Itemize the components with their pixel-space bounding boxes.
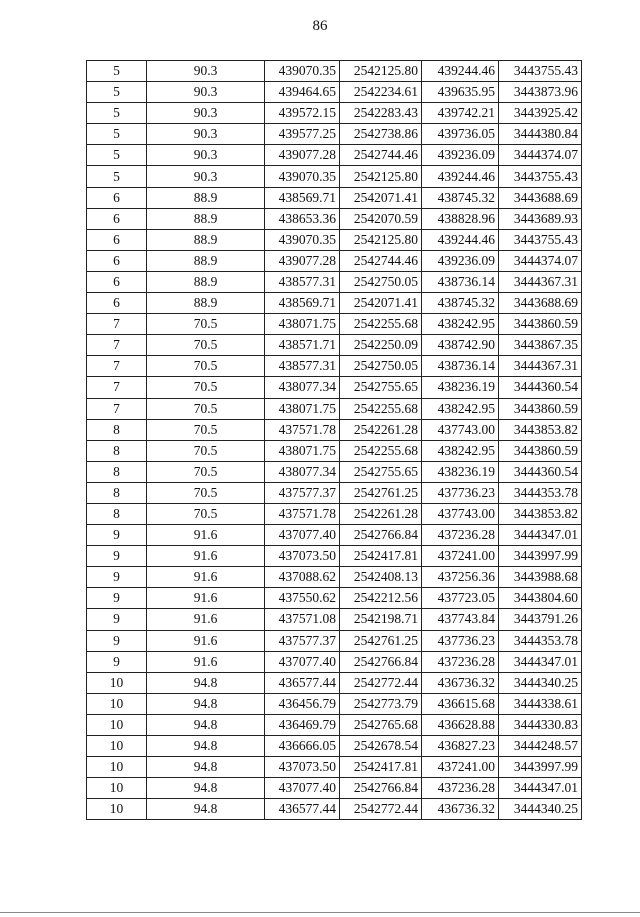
table-row <box>87 630 582 651</box>
table-cell-x2: 438242.95 <box>422 314 499 335</box>
table-cell-number: 9 <box>87 567 147 588</box>
table-cell-x1: 439577.25 <box>265 124 340 145</box>
table-cell-x2: 438236.19 <box>422 461 499 482</box>
table-cell-y2: 3444340.25 <box>499 799 582 820</box>
table-cell-value: 88.9 <box>147 293 265 314</box>
table-cell-value: 94.8 <box>147 736 265 757</box>
table-row <box>87 166 582 187</box>
table-row <box>87 103 582 124</box>
table-cell-x2: 437736.23 <box>422 630 499 651</box>
table-cell-number: 10 <box>87 693 147 714</box>
table-cell-x1: 436456.79 <box>265 693 340 714</box>
table-row <box>87 609 582 630</box>
table-row <box>87 461 582 482</box>
table-cell-x1: 439070.35 <box>265 166 340 187</box>
table-cell-x1: 439077.28 <box>265 250 340 271</box>
table-cell-value: 91.6 <box>147 588 265 609</box>
table-cell-number: 7 <box>87 398 147 419</box>
table-cell-y1: 2542125.80 <box>340 166 422 187</box>
table-cell-x2: 437236.28 <box>422 651 499 672</box>
table-cell-value: 88.9 <box>147 271 265 292</box>
table-cell-value: 70.5 <box>147 482 265 503</box>
table-cell-y1: 2542071.41 <box>340 293 422 314</box>
table-cell-y1: 2542417.81 <box>340 757 422 778</box>
table-cell-y1: 2542125.80 <box>340 229 422 250</box>
table-cell-value: 70.5 <box>147 398 265 419</box>
table-cell-x1: 438569.71 <box>265 187 340 208</box>
table-cell-number: 10 <box>87 736 147 757</box>
table-row <box>87 124 582 145</box>
table-cell-x2: 438736.14 <box>422 356 499 377</box>
table-cell-x1: 438077.34 <box>265 377 340 398</box>
table-row <box>87 672 582 693</box>
table-cell-x1: 436666.05 <box>265 736 340 757</box>
table-cell-y1: 2542750.05 <box>340 356 422 377</box>
table-cell-y2: 3444353.78 <box>499 482 582 503</box>
table-cell-x1: 437550.62 <box>265 588 340 609</box>
table-cell-number: 10 <box>87 714 147 735</box>
table-cell-x2: 438745.32 <box>422 187 499 208</box>
table-cell-number: 8 <box>87 461 147 482</box>
table-cell-y2: 3444367.31 <box>499 356 582 377</box>
table-row <box>87 335 582 356</box>
table-cell-y2: 3443755.43 <box>499 229 582 250</box>
table-row <box>87 736 582 757</box>
table-cell-x1: 439077.28 <box>265 145 340 166</box>
table-cell-value: 91.6 <box>147 546 265 567</box>
table-cell-x1: 438077.34 <box>265 461 340 482</box>
table-row <box>87 356 582 377</box>
table-cell-y2: 3443873.96 <box>499 82 582 103</box>
table-cell-y2: 3444347.01 <box>499 525 582 546</box>
table-cell-y2: 3444360.54 <box>499 377 582 398</box>
table-row <box>87 757 582 778</box>
table-cell-x2: 439236.09 <box>422 250 499 271</box>
table-row <box>87 778 582 799</box>
table-cell-y1: 2542761.25 <box>340 482 422 503</box>
table-cell-y1: 2542678.54 <box>340 736 422 757</box>
table-cell-value: 91.6 <box>147 651 265 672</box>
table-cell-x2: 437241.00 <box>422 546 499 567</box>
page-number: 86 <box>312 18 328 34</box>
table-row <box>87 398 582 419</box>
table-cell-value: 70.5 <box>147 419 265 440</box>
table-cell-y2: 3444248.57 <box>499 736 582 757</box>
table-cell-x2: 438242.95 <box>422 398 499 419</box>
table-cell-x1: 437088.62 <box>265 567 340 588</box>
table-cell-x2: 439736.05 <box>422 124 499 145</box>
table-cell-value: 94.8 <box>147 799 265 820</box>
table-cell-x1: 437077.40 <box>265 778 340 799</box>
table-cell-number: 5 <box>87 82 147 103</box>
table-cell-y1: 2542761.25 <box>340 630 422 651</box>
table-cell-number: 5 <box>87 145 147 166</box>
table-cell-number: 6 <box>87 187 147 208</box>
table-cell-x2: 437743.00 <box>422 419 499 440</box>
table-cell-x1: 438071.75 <box>265 398 340 419</box>
table-cell-y1: 2542234.61 <box>340 82 422 103</box>
table-row <box>87 503 582 524</box>
table-cell-y2: 3444330.83 <box>499 714 582 735</box>
table-cell-y1: 2542261.28 <box>340 503 422 524</box>
table-cell-x2: 437723.05 <box>422 588 499 609</box>
table-row <box>87 208 582 229</box>
table-cell-y1: 2542750.05 <box>340 271 422 292</box>
table-cell-y2: 3443925.42 <box>499 103 582 124</box>
table-cell-x1: 439070.35 <box>265 229 340 250</box>
table-cell-number: 6 <box>87 250 147 271</box>
table-cell-x2: 436615.68 <box>422 693 499 714</box>
table-row <box>87 567 582 588</box>
table-cell-y2: 3443860.59 <box>499 314 582 335</box>
table-cell-value: 70.5 <box>147 356 265 377</box>
table-cell-x2: 439236.09 <box>422 145 499 166</box>
table-cell-y1: 2542212.56 <box>340 588 422 609</box>
table-cell-x1: 436469.79 <box>265 714 340 735</box>
table-cell-x2: 438828.96 <box>422 208 499 229</box>
table-row <box>87 145 582 166</box>
table-cell-number: 7 <box>87 314 147 335</box>
table-row <box>87 525 582 546</box>
table-cell-y1: 2542071.41 <box>340 187 422 208</box>
table-cell-x2: 439244.46 <box>422 229 499 250</box>
table-cell-x1: 438653.36 <box>265 208 340 229</box>
table-cell-value: 94.8 <box>147 693 265 714</box>
table-cell-y2: 3444340.25 <box>499 672 582 693</box>
table-row <box>87 314 582 335</box>
table-cell-y1: 2542417.81 <box>340 546 422 567</box>
table-cell-number: 9 <box>87 651 147 672</box>
table-cell-x1: 437571.08 <box>265 609 340 630</box>
table-cell-y2: 3444374.07 <box>499 250 582 271</box>
table-cell-y2: 3444338.61 <box>499 693 582 714</box>
table-cell-y1: 2542744.46 <box>340 250 422 271</box>
table-cell-y2: 3444347.01 <box>499 651 582 672</box>
table-cell-x2: 437236.28 <box>422 778 499 799</box>
table-cell-y2: 3443997.99 <box>499 757 582 778</box>
table-cell-y2: 3443997.99 <box>499 546 582 567</box>
table-cell-number: 7 <box>87 356 147 377</box>
table-cell-number: 10 <box>87 778 147 799</box>
table-cell-x1: 437577.37 <box>265 482 340 503</box>
table-row <box>87 419 582 440</box>
table-row <box>87 440 582 461</box>
table-cell-x1: 438071.75 <box>265 440 340 461</box>
table-cell-x2: 439244.46 <box>422 166 499 187</box>
table-cell-y2: 3444360.54 <box>499 461 582 482</box>
table-cell-y1: 2542250.09 <box>340 335 422 356</box>
table-cell-y1: 2542772.44 <box>340 672 422 693</box>
table-cell-number: 6 <box>87 293 147 314</box>
coordinates-table <box>86 60 582 820</box>
table-cell-x1: 436577.44 <box>265 799 340 820</box>
table-cell-number: 5 <box>87 61 147 82</box>
table-cell-x1: 437577.37 <box>265 630 340 651</box>
table-cell-x1: 439572.15 <box>265 103 340 124</box>
table-cell-x1: 438577.31 <box>265 356 340 377</box>
table-row <box>87 482 582 503</box>
table-cell-value: 90.3 <box>147 82 265 103</box>
table-cell-x1: 438577.31 <box>265 271 340 292</box>
table-cell-number: 9 <box>87 630 147 651</box>
table-cell-y1: 2542766.84 <box>340 778 422 799</box>
table-cell-value: 88.9 <box>147 208 265 229</box>
table-row <box>87 546 582 567</box>
table-cell-value: 70.5 <box>147 314 265 335</box>
table-cell-y1: 2542755.65 <box>340 461 422 482</box>
table-row <box>87 271 582 292</box>
table-cell-x2: 437241.00 <box>422 757 499 778</box>
page-bottom-edge <box>0 912 640 913</box>
table-cell-y2: 3443860.59 <box>499 440 582 461</box>
table-cell-x2: 437743.84 <box>422 609 499 630</box>
table-cell-value: 70.5 <box>147 503 265 524</box>
table-cell-number: 8 <box>87 482 147 503</box>
coordinates-table-body <box>87 61 582 820</box>
table-row <box>87 588 582 609</box>
table-cell-value: 70.5 <box>147 461 265 482</box>
table-cell-number: 5 <box>87 103 147 124</box>
table-cell-value: 91.6 <box>147 525 265 546</box>
table-row <box>87 187 582 208</box>
table-cell-number: 10 <box>87 799 147 820</box>
table-cell-x1: 439464.65 <box>265 82 340 103</box>
table-cell-value: 94.8 <box>147 757 265 778</box>
table-row <box>87 799 582 820</box>
table-cell-y2: 3444353.78 <box>499 630 582 651</box>
table-cell-x2: 438736.14 <box>422 271 499 292</box>
table-cell-x2: 439742.21 <box>422 103 499 124</box>
table-cell-value: 91.6 <box>147 567 265 588</box>
table-cell-y2: 3444347.01 <box>499 778 582 799</box>
table-cell-value: 90.3 <box>147 103 265 124</box>
table-cell-number: 9 <box>87 588 147 609</box>
table-cell-x1: 439070.35 <box>265 61 340 82</box>
table-cell-y1: 2542198.71 <box>340 609 422 630</box>
table-cell-x2: 437736.23 <box>422 482 499 503</box>
table-cell-y2: 3444374.07 <box>499 145 582 166</box>
table-cell-x1: 437077.40 <box>265 525 340 546</box>
table-cell-x1: 437073.50 <box>265 546 340 567</box>
table-cell-y1: 2542070.59 <box>340 208 422 229</box>
table-row <box>87 82 582 103</box>
table-cell-y1: 2542755.65 <box>340 377 422 398</box>
table-cell-y1: 2542738.86 <box>340 124 422 145</box>
table-cell-y2: 3443867.35 <box>499 335 582 356</box>
table-cell-y2: 3443689.93 <box>499 208 582 229</box>
table-cell-number: 6 <box>87 229 147 250</box>
table-cell-number: 6 <box>87 208 147 229</box>
table-cell-x2: 437743.00 <box>422 503 499 524</box>
table-cell-value: 91.6 <box>147 609 265 630</box>
table-cell-value: 90.3 <box>147 61 265 82</box>
table-cell-y2: 3444367.31 <box>499 271 582 292</box>
table-cell-number: 8 <box>87 440 147 461</box>
table-cell-x2: 438236.19 <box>422 377 499 398</box>
table-cell-x2: 437256.36 <box>422 567 499 588</box>
table-cell-y2: 3443853.82 <box>499 503 582 524</box>
table-cell-y1: 2542766.84 <box>340 651 422 672</box>
table-cell-y1: 2542765.68 <box>340 714 422 735</box>
table-cell-y2: 3443988.68 <box>499 567 582 588</box>
table-cell-value: 88.9 <box>147 250 265 271</box>
table-cell-value: 90.3 <box>147 166 265 187</box>
table-cell-value: 90.3 <box>147 124 265 145</box>
table-cell-y1: 2542744.46 <box>340 145 422 166</box>
table-cell-y2: 3443860.59 <box>499 398 582 419</box>
table-cell-value: 70.5 <box>147 440 265 461</box>
table-cell-y2: 3444380.84 <box>499 124 582 145</box>
table-cell-value: 70.5 <box>147 377 265 398</box>
table-cell-x2: 438742.90 <box>422 335 499 356</box>
table-cell-value: 94.8 <box>147 714 265 735</box>
table-cell-y2: 3443688.69 <box>499 293 582 314</box>
table-cell-value: 88.9 <box>147 229 265 250</box>
table-cell-x2: 436827.23 <box>422 736 499 757</box>
table-cell-y1: 2542408.13 <box>340 567 422 588</box>
table-cell-y2: 3443853.82 <box>499 419 582 440</box>
table-cell-y1: 2542125.80 <box>340 61 422 82</box>
table-cell-number: 5 <box>87 166 147 187</box>
table-cell-number: 10 <box>87 672 147 693</box>
table-cell-y1: 2542261.28 <box>340 419 422 440</box>
table-cell-x2: 438242.95 <box>422 440 499 461</box>
table-row <box>87 377 582 398</box>
table-cell-x1: 438071.75 <box>265 314 340 335</box>
table-cell-y2: 3443791.26 <box>499 609 582 630</box>
table-row <box>87 714 582 735</box>
table-cell-y2: 3443755.43 <box>499 166 582 187</box>
table-cell-x1: 436577.44 <box>265 672 340 693</box>
table-row <box>87 61 582 82</box>
table-cell-y1: 2542255.68 <box>340 440 422 461</box>
table-cell-value: 94.8 <box>147 778 265 799</box>
table-cell-value: 94.8 <box>147 672 265 693</box>
table-row <box>87 693 582 714</box>
table-cell-number: 6 <box>87 271 147 292</box>
table-cell-x1: 437571.78 <box>265 503 340 524</box>
table-cell-x1: 438571.71 <box>265 335 340 356</box>
table-cell-number: 7 <box>87 335 147 356</box>
table-cell-y2: 3443755.43 <box>499 61 582 82</box>
table-cell-x2: 439244.46 <box>422 61 499 82</box>
table-cell-value: 91.6 <box>147 630 265 651</box>
table-row <box>87 250 582 271</box>
table-cell-number: 5 <box>87 124 147 145</box>
table-cell-number: 8 <box>87 503 147 524</box>
table-cell-y1: 2542766.84 <box>340 525 422 546</box>
table-cell-value: 88.9 <box>147 187 265 208</box>
table-row <box>87 229 582 250</box>
table-cell-value: 90.3 <box>147 145 265 166</box>
table-cell-y2: 3443804.60 <box>499 588 582 609</box>
table-cell-y1: 2542255.68 <box>340 398 422 419</box>
table-cell-x1: 437073.50 <box>265 757 340 778</box>
table-cell-number: 7 <box>87 377 147 398</box>
table-cell-x2: 439635.95 <box>422 82 499 103</box>
table-cell-x2: 436736.32 <box>422 672 499 693</box>
table-cell-number: 9 <box>87 525 147 546</box>
table-cell-y1: 2542255.68 <box>340 314 422 335</box>
table-cell-number: 10 <box>87 757 147 778</box>
table-cell-x1: 437571.78 <box>265 419 340 440</box>
table-cell-number: 9 <box>87 546 147 567</box>
table-row <box>87 651 582 672</box>
table-cell-x1: 437077.40 <box>265 651 340 672</box>
table-cell-x2: 437236.28 <box>422 525 499 546</box>
table-row <box>87 293 582 314</box>
table-cell-y1: 2542772.44 <box>340 799 422 820</box>
table-cell-number: 8 <box>87 419 147 440</box>
table-cell-x2: 438745.32 <box>422 293 499 314</box>
table-cell-x1: 438569.71 <box>265 293 340 314</box>
table-cell-x2: 436736.32 <box>422 799 499 820</box>
table-cell-y2: 3443688.69 <box>499 187 582 208</box>
table-cell-y1: 2542283.43 <box>340 103 422 124</box>
table-cell-y1: 2542773.79 <box>340 693 422 714</box>
table-cell-x2: 436628.88 <box>422 714 499 735</box>
table-cell-number: 9 <box>87 609 147 630</box>
table-cell-value: 70.5 <box>147 335 265 356</box>
